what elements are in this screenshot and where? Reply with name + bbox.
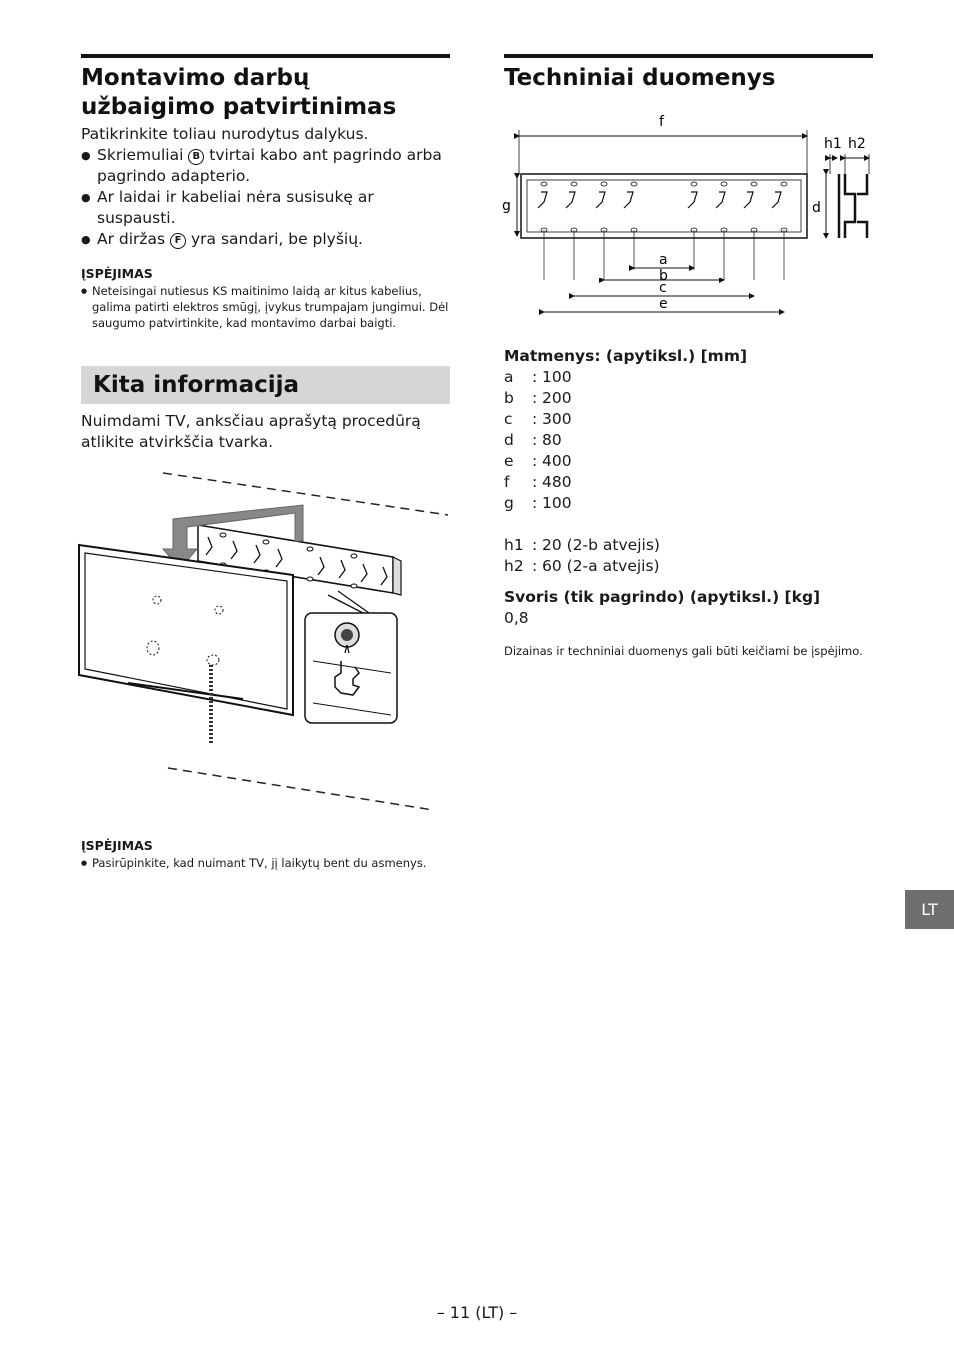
section-heading-specs: Techniniai duomenys	[504, 65, 776, 91]
spec-note: Dizainas ir techniniai duomenys gali būti keičiami be įspėjimo.	[504, 644, 863, 658]
warning-list	[81, 855, 450, 871]
part-b-icon: B	[188, 149, 204, 165]
warning-title: ĮSPĖJIMAS	[81, 838, 153, 853]
dim-label-d: d	[812, 200, 821, 216]
left-column	[81, 54, 450, 871]
bracket-dimension-diagram	[499, 90, 871, 280]
height-row: h2 : 60 (2-a atvejis)	[504, 557, 660, 575]
dim-label-g: g	[502, 198, 511, 214]
dim-label-h2: h2	[848, 136, 866, 152]
dim-label-h1: h1	[824, 136, 842, 152]
dimension-row: e : 400	[504, 452, 572, 470]
check-list	[81, 145, 450, 250]
heading-rule	[81, 54, 450, 58]
check-item: ● Ar laidai ir kabeliai nėra susisukę ar suspausti.	[81, 187, 450, 229]
dimensions-block	[504, 346, 873, 577]
dimension-row: f : 480	[504, 473, 572, 491]
dim-label-e: e	[659, 296, 668, 312]
section-heading-other: Kita informacija	[81, 366, 450, 404]
tv-removal-illustration	[73, 465, 453, 810]
warning-list	[81, 283, 450, 331]
weight-value: 0,8	[504, 609, 529, 627]
language-tab: LT	[905, 890, 954, 929]
dimensions-title: Matmenys: (apytiksl.) [mm]	[504, 347, 748, 365]
intro-text: Patikrinkite toliau nurodytus dalykus.	[81, 125, 369, 143]
weight-title: Svoris (tik pagrindo) (apytiksl.) [kg]	[504, 588, 821, 606]
other-text: Nuimdami TV, anksčiau aprašytą procedūrą atlikite atvirkščia tvarka.	[81, 412, 421, 451]
height-row: h1 : 20 (2-b atvejis)	[504, 536, 660, 554]
dimension-row: c : 300	[504, 410, 572, 428]
dim-label-a: a	[659, 252, 668, 268]
dim-label-f: f	[659, 114, 664, 130]
section-heading-completion: Montavimo darbų užbaigimo patvirtinimas	[81, 65, 397, 120]
dimension-row: d : 80	[504, 431, 562, 449]
dim-label-b: b	[659, 268, 668, 280]
dimension-row: b : 200	[504, 389, 572, 407]
dimension-row: g : 100	[504, 494, 572, 512]
warning-title: ĮSPĖJIMAS	[81, 266, 153, 281]
right-column	[504, 54, 873, 660]
tv-panel	[79, 545, 293, 745]
dimension-row: a : 100	[504, 368, 572, 386]
page-number: – 11 (LT) –	[436, 1303, 518, 1322]
check-item: ● Skriemuliai B tvirtai kabo ant pagrindo arba pagrindo adapterio.	[81, 145, 450, 187]
detail-zoom	[305, 591, 397, 723]
warning-text: ● Neteisingai nutiesus KS maitinimo laidą ar kitus kabelius, galima patirti elektros smūgį, įvykus trumpajam jungimui. Dėl saugumo patvirtinkite, kad montavimo darbai baigti.	[81, 283, 450, 331]
dim-label-c: c	[659, 280, 667, 296]
warning-text: ● Pasirūpinkite, kad nuimant TV, jį laikytų bent du asmenys.	[81, 855, 450, 871]
heading-rule	[504, 54, 873, 58]
check-item: ● Ar diržas F yra sandari, be plyšių.	[81, 229, 450, 250]
bracket-dimension-diagram-lower	[499, 278, 871, 320]
part-f-icon: F	[170, 233, 186, 249]
